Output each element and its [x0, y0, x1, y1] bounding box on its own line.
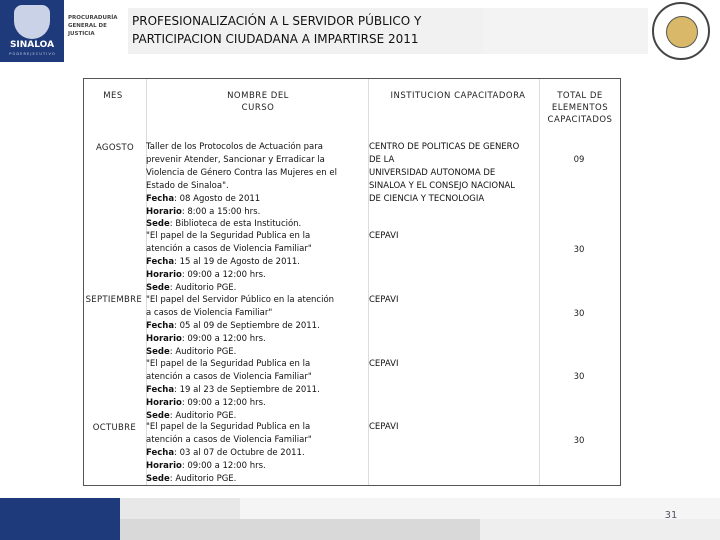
header-curso-line: CURSO — [241, 103, 275, 113]
total-count: 09 — [573, 155, 585, 165]
institution-line: SINALOA Y EL CONSEJO NACIONAL — [369, 180, 515, 191]
logo-subtext: P O D E R E J E C U T I V O — [9, 52, 55, 56]
institution-cell: CEPAVI — [369, 295, 399, 305]
footer-block — [120, 519, 480, 540]
footer-block — [480, 519, 720, 540]
header-curso — [208, 90, 308, 114]
institution-line: DE CIENCIA Y TECNOLOGIA — [369, 193, 485, 204]
month-label: SEPTIEMBRE — [85, 295, 142, 305]
page-number: 31 — [664, 510, 678, 521]
institution-cell: CEPAVI — [369, 231, 399, 241]
header-mes: MES — [103, 91, 123, 101]
course-cell — [146, 294, 363, 359]
footer-block — [0, 498, 120, 540]
course-cell — [146, 141, 363, 231]
course-schedule: Horario: 8:00 a 15:00 hrs. — [146, 206, 261, 217]
course-line: "El papel del Servidor Público en la atención — [146, 295, 335, 305]
course-cell — [146, 358, 363, 423]
sinaloa-logo — [0, 0, 64, 62]
page-header — [0, 0, 720, 62]
course-line: Estado de Sinaloa". — [146, 180, 229, 191]
course-cell — [146, 421, 363, 486]
title-line-1: PROFESIONALIZACIÓN A L SERVIDOR PÚBLICO Y — [132, 14, 422, 28]
course-schedule: Horario: 09:00 a 12:00 hrs. — [146, 460, 266, 471]
organization-name — [68, 14, 124, 38]
course-line: prevenir Atender, Sancionar y Erradicar la — [146, 154, 325, 165]
course-line: a casos de Violencia Familiar" — [146, 307, 273, 318]
course-venue: Sede: Auditorio PGE. — [146, 410, 237, 421]
header-curso-line: NOMBRE DEL — [227, 91, 289, 101]
org-line: GENERAL DE — [68, 23, 107, 29]
month-label: OCTUBRE — [92, 423, 136, 433]
course-line: Taller de los Protocolos de Actuación para — [146, 142, 323, 152]
month-label: AGOSTO — [95, 143, 134, 153]
course-line: "El papel de la Seguridad Publica en la — [146, 231, 311, 241]
course-venue: Sede: Auditorio PGE. — [146, 282, 237, 293]
page-footer — [0, 498, 720, 540]
course-schedule: Horario: 09:00 a 12:00 hrs. — [146, 397, 266, 408]
course-line: atención a casos de Violencia Familiar" — [146, 371, 312, 382]
course-line: "El papel de la Seguridad Publica en la — [146, 359, 311, 369]
logo-text: SINALOA — [9, 40, 55, 50]
course-venue: Sede: Biblioteca de esta Institución. — [146, 219, 302, 230]
course-venue: Sede: Auditorio PGE. — [146, 473, 237, 484]
institution-line: UNIVERSIDAD AUTONOMA DE — [369, 167, 496, 178]
institution-line: DE LA — [369, 154, 395, 165]
org-line: JUSTICIA — [68, 31, 95, 37]
course-schedule: Horario: 09:00 a 12:00 hrs. — [146, 269, 266, 280]
course-schedule: Horario: 09:00 a 12:00 hrs. — [146, 333, 266, 344]
course-cell — [146, 230, 363, 295]
course-line: atención a casos de Violencia Familiar" — [146, 243, 312, 254]
total-count: 30 — [573, 436, 585, 446]
institution-cell: CEPAVI — [369, 359, 399, 369]
course-date: Fecha: 08 Agosto de 2011 — [146, 193, 261, 204]
institution-cell — [369, 141, 538, 206]
total-count: 30 — [573, 372, 585, 382]
course-line: atención a casos de Violencia Familiar" — [146, 434, 312, 445]
total-count: 30 — [573, 309, 585, 319]
org-line: PROCURADURÍA — [68, 15, 118, 21]
header-band-right — [483, 8, 648, 54]
header-total-line: CAPACITADOS — [547, 115, 613, 125]
course-venue: Sede: Auditorio PGE. — [146, 346, 237, 357]
header-total — [543, 90, 617, 126]
course-date: Fecha: 05 al 09 de Septiembre de 2011. — [146, 320, 320, 331]
course-date: Fecha: 19 al 23 de Septiembre de 2011. — [146, 384, 320, 395]
total-count: 30 — [573, 245, 585, 255]
shield-icon — [14, 5, 50, 39]
header-total-line: ELEMENTOS — [551, 103, 609, 113]
institution-cell: CEPAVI — [369, 422, 399, 432]
header-institucion: INSTITUCION CAPACITADORA — [390, 91, 526, 101]
institution-line: CENTRO DE POLITICAS DE GENERO — [369, 142, 520, 152]
title-line-2: PARTICIPACION CIUDADANA A IMPARTIRSE 2011 — [132, 32, 419, 46]
course-line: Violencia de Género Contra las Mujeres en el — [146, 167, 337, 178]
course-line: "El papel de la Seguridad Publica en la — [146, 422, 311, 432]
seal-emblem-icon — [666, 16, 698, 48]
course-date: Fecha: 15 al 19 de Agosto de 2011. — [146, 256, 300, 267]
seal-icon — [652, 2, 710, 60]
course-date: Fecha: 03 al 07 de Octubre de 2011. — [146, 447, 305, 458]
page-title — [132, 12, 477, 48]
header-total-line: TOTAL DE — [557, 91, 603, 101]
column-divider — [539, 79, 540, 485]
